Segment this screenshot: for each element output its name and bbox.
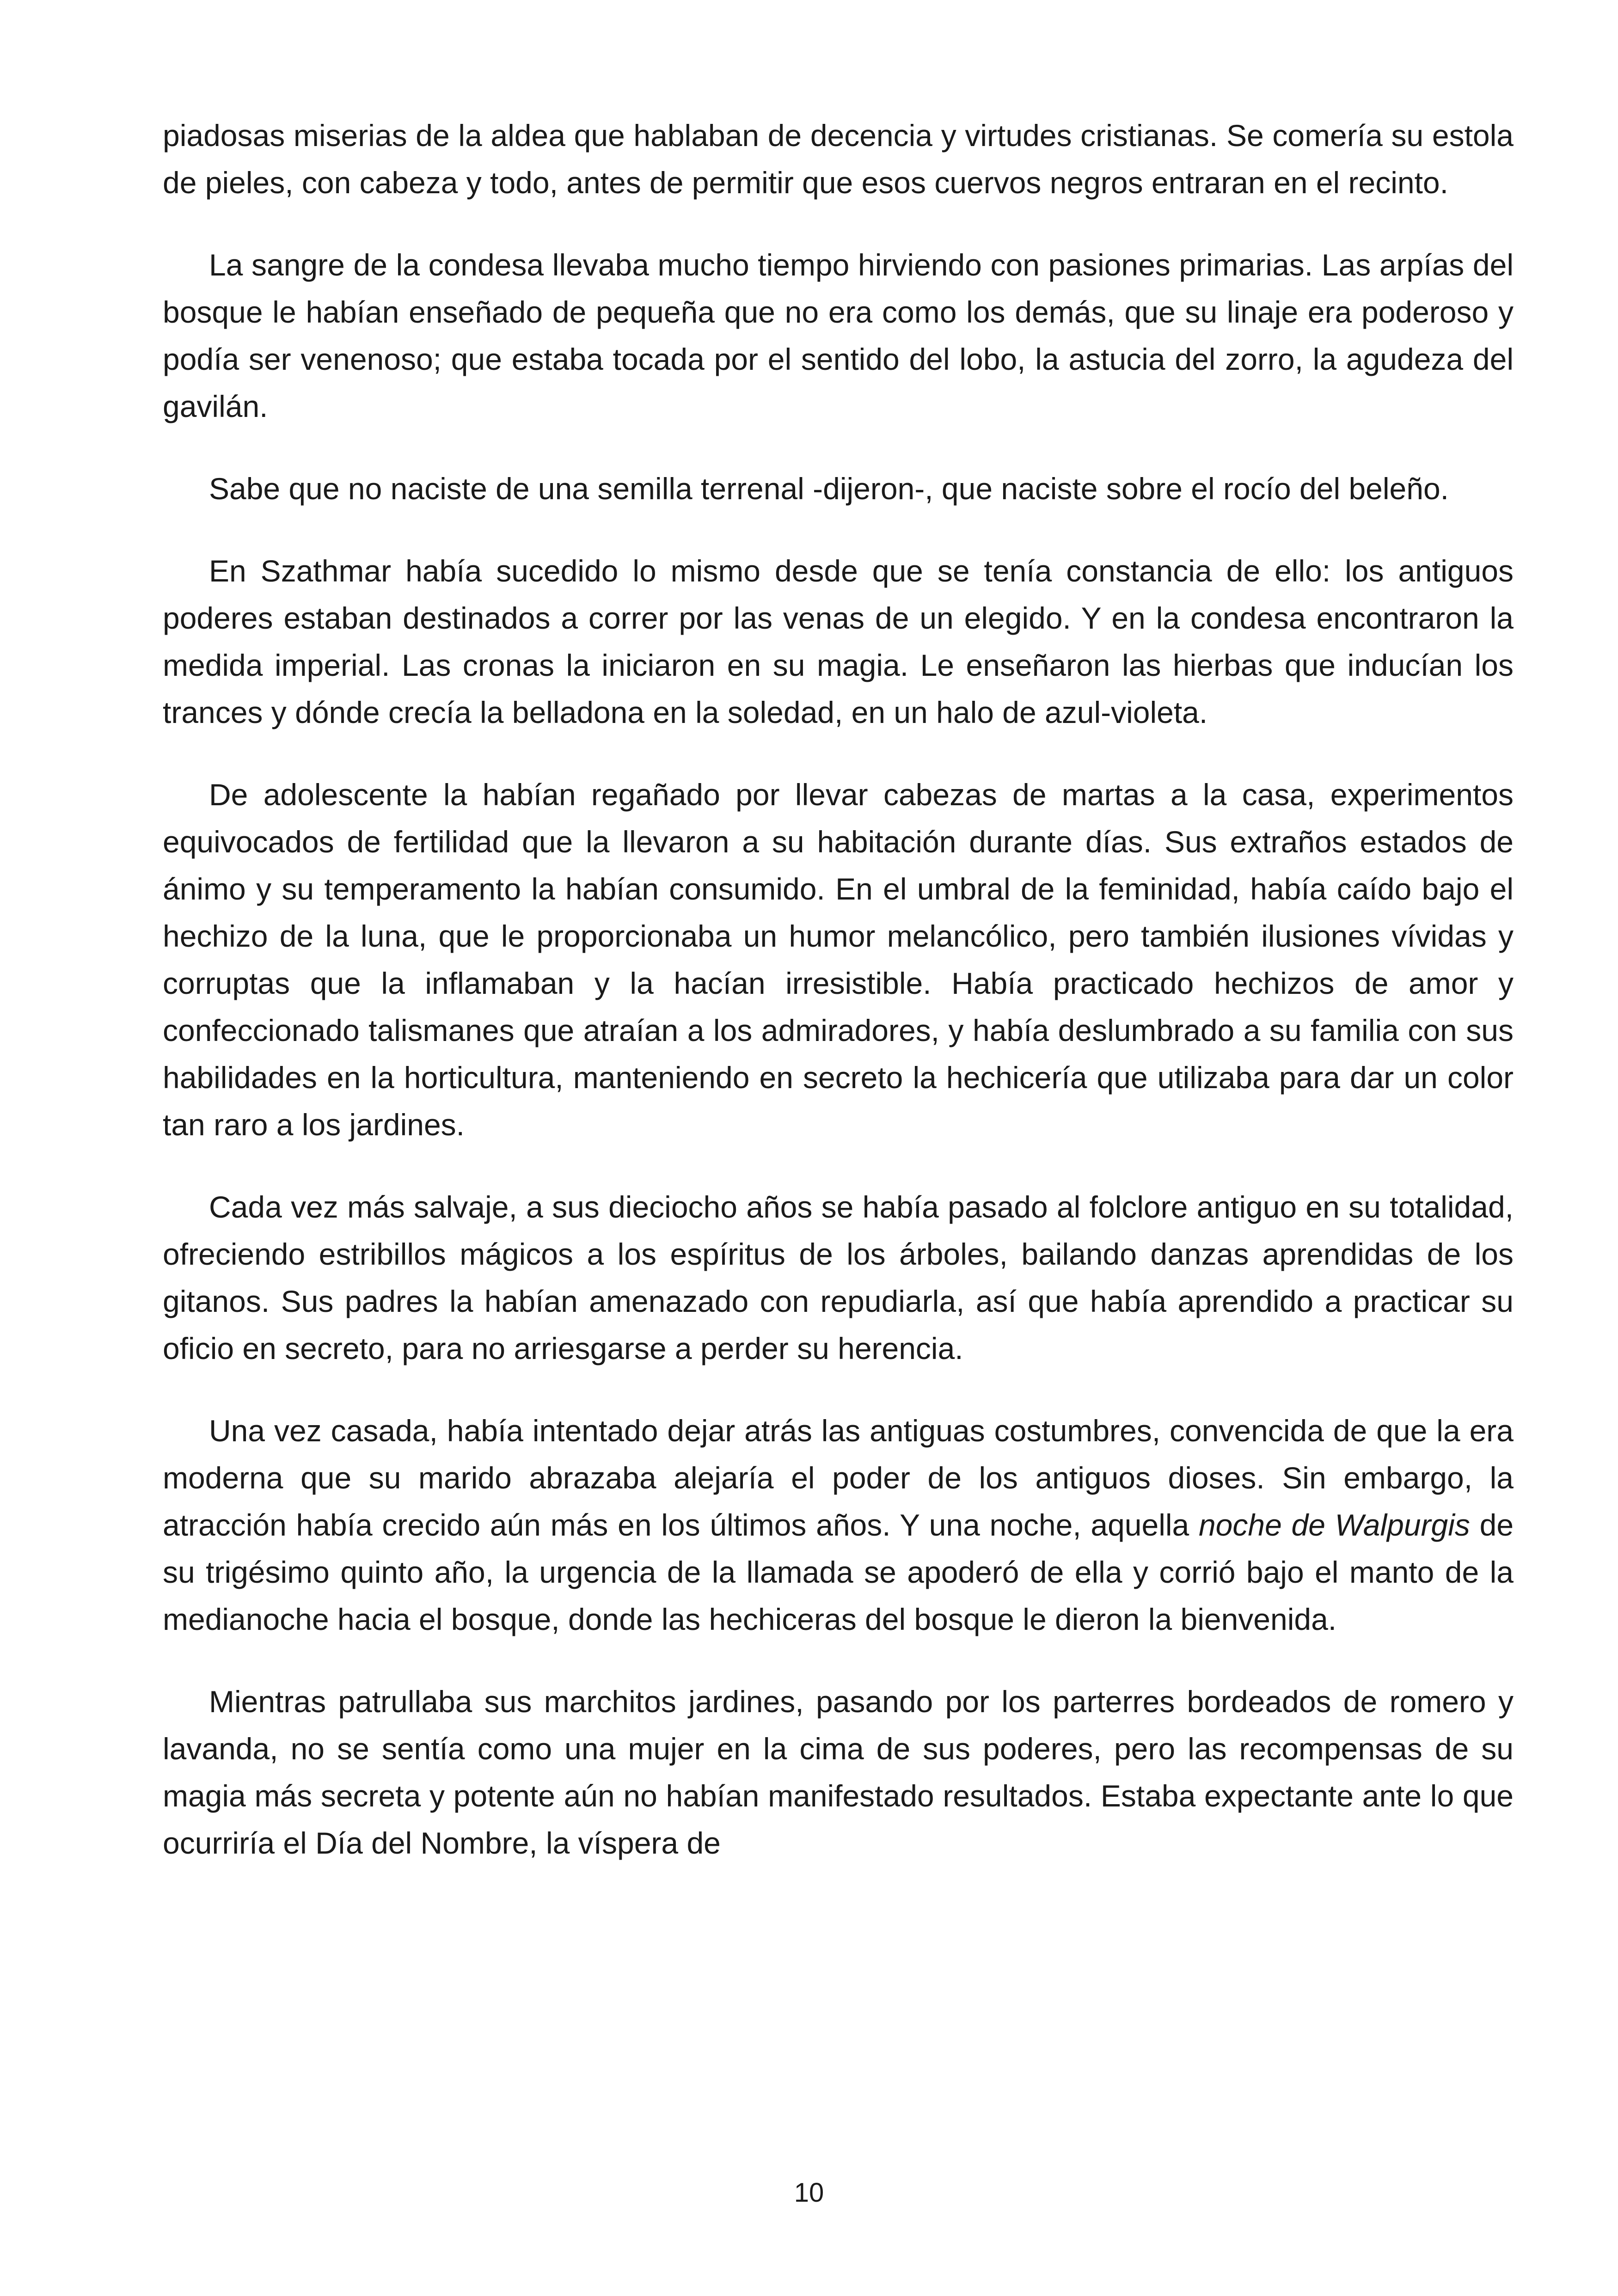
paragraph-7-italic: noche de Walpurgis	[1198, 1508, 1470, 1542]
page-body	[163, 112, 1514, 1902]
paragraph-5: De adolescente la habían regañado por llevar cabezas de martas a la casa, experimentos equivocados de fertilidad que la llevaron a su habitación durante días. Sus extraños estados de ánimo y su temperamento la habían consumido. En el umbral de la feminidad, había caído bajo el hechizo de la luna, que le proporcionaba un humor melancólico, pero también ilusiones vívidas y corruptas que la inflamaban y la hacían irresistible. Había practicado hechizos de amor y confeccionado talismanes que atraían a los admiradores, y había deslumbrado a su familia con sus habilidades en la horticultura, manteniendo en secreto la hechicería que utilizaba para dar un color tan raro a los jardines.	[163, 778, 1514, 1142]
paragraph-3: Sabe que no naciste de una semilla terrenal -dijeron-, que naciste sobre el rocío del beleño.	[209, 471, 1449, 506]
paragraph-7-after: de su trigésimo quinto año, la urgencia de la llamada se apoderó de ella y corrió bajo el manto de la medianoche hacia el bosque, donde las hechiceras del bosque le dieron la bienvenida.	[163, 1508, 1514, 1636]
paragraph-2: La sangre de la condesa llevaba mucho tiempo hirviendo con pasiones primarias. Las arpías del bosque le habían enseñado de pequeña que no era como los demás, que su linaje era poderoso y podía ser venenoso; que estaba tocada por el sentido del lobo, la astucia del zorro, la agudeza del gavilán.	[163, 248, 1514, 423]
paragraph-7	[163, 1407, 1514, 1643]
page-number: 10	[794, 2178, 824, 2208]
paragraph-8: Mientras patrullaba sus marchitos jardines, pasando por los parterres bordeados de romero y lavanda, no se sentía como una mujer en la cima de sus poderes, pero las recompensas de su magia más secreta y potente aún no habían manifestado resultados. Estaba expectante ante lo que ocurriría el Día del Nombre, la víspera de	[163, 1684, 1514, 1860]
paragraph-1: piadosas miserias de la aldea que hablaban de decencia y virtudes cristianas. Se comería su estola de pieles, con cabeza y todo, antes de permitir que esos cuervos negros entraran en el recinto.	[163, 118, 1514, 200]
paragraph-4: En Szathmar había sucedido lo mismo desde que se tenía constancia de ello: los antiguos poderes estaban destinados a correr por las venas de un elegido. Y en la condesa encontraron la medida imperial. Las cronas la iniciaron en su magia. Le enseñaron las hierbas que inducían los trances y dónde crecía la belladona en la soledad, en un halo de azul-violeta.	[163, 554, 1514, 729]
paragraph-6: Cada vez más salvaje, a sus dieciocho años se había pasado al folclore antiguo en su totalidad, ofreciendo estribillos mágicos a los espíritus de los árboles, bailando danzas aprendidas de los gitanos. Sus padres la habían amenazado con repudiarla, así que había aprendido a practicar su oficio en secreto, para no arriesgarse a perder su herencia.	[163, 1190, 1514, 1365]
paragraph-7-before: Una vez casada, había intentado dejar atrás las antiguas costumbres, convencida de que la era moderna que su marido abrazaba alejaría el poder de los antiguos dioses. Sin embargo, la atracción había crecido aún más en los últimos años. Y una noche, aquella	[163, 1414, 1514, 1542]
